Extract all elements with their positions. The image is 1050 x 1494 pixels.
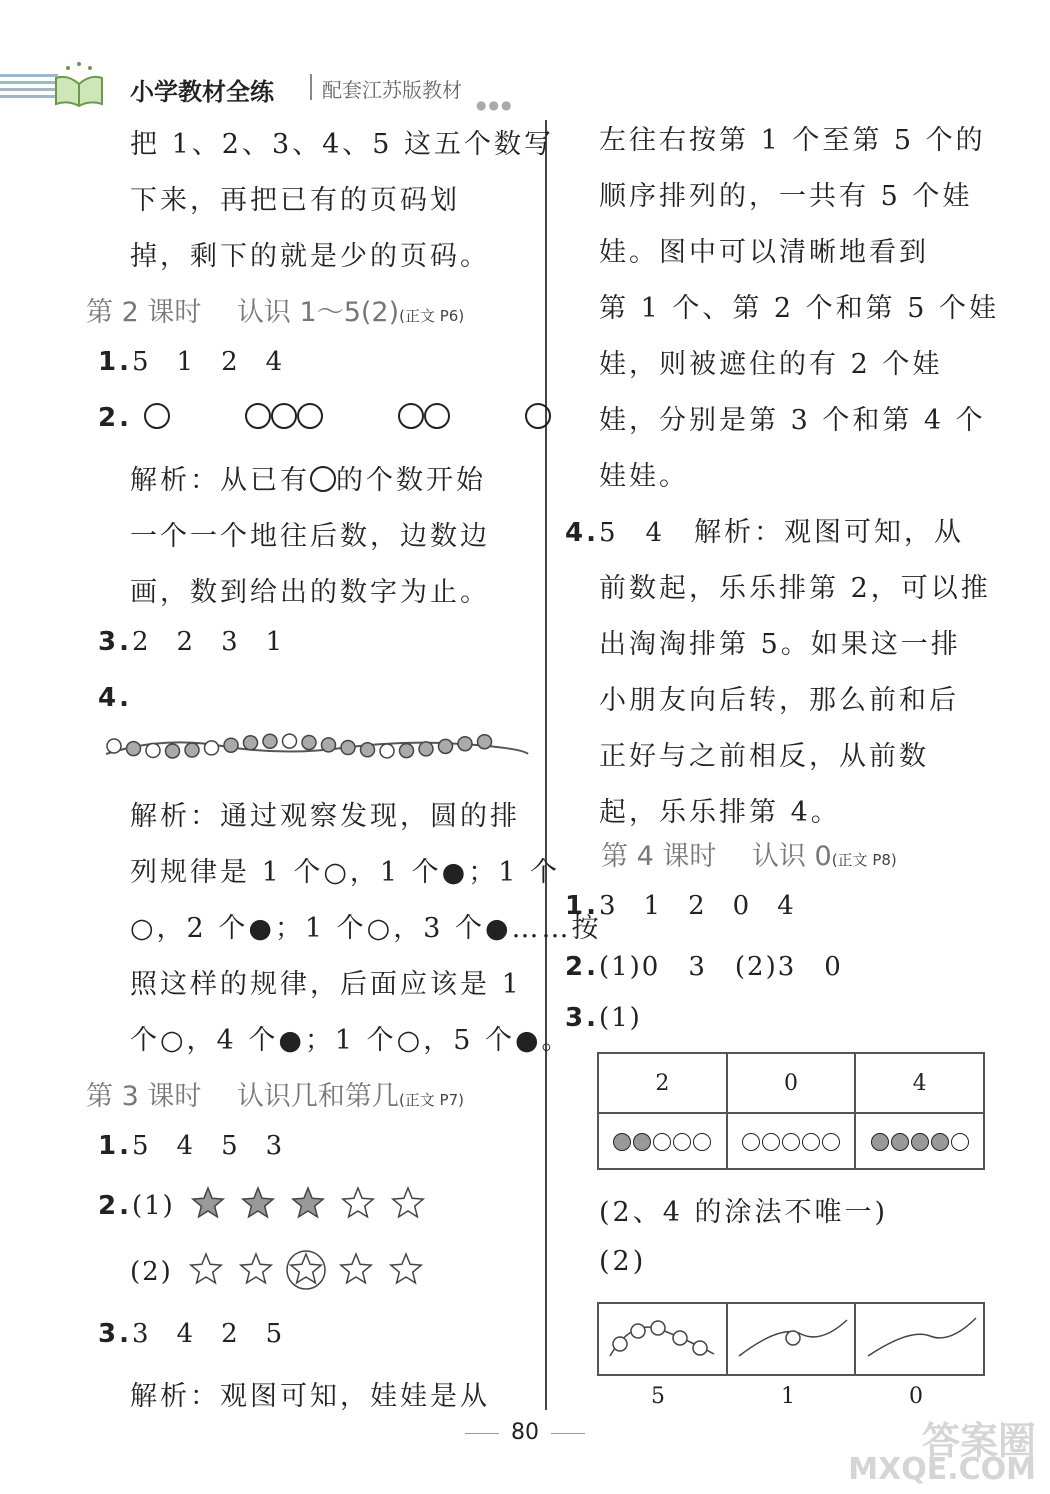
answer: 5 xyxy=(131,347,151,377)
answer: 2 xyxy=(176,627,196,657)
open-bead xyxy=(283,734,297,748)
coloring-table xyxy=(597,1052,985,1170)
l2-q4-analysis-2: 列规律是 1 个○，1 个●；1 个 xyxy=(130,857,560,888)
filled-bead xyxy=(302,735,316,749)
column-divider xyxy=(545,120,547,1410)
answer: 0 xyxy=(732,891,752,921)
l2-q4-analysis-4: 照这样的规律，后面应该是 1 xyxy=(130,969,522,1000)
answer: 3 xyxy=(131,1319,151,1349)
table-cell xyxy=(855,1113,984,1169)
filled-bead xyxy=(185,743,199,757)
question-number: 2. xyxy=(98,1191,132,1221)
l2-question-1 xyxy=(98,346,284,377)
l2-question-2 xyxy=(98,402,551,433)
star-icon xyxy=(393,1188,423,1217)
part-label: (2) xyxy=(130,1257,173,1287)
answer: (1)0 3 (2)3 0 xyxy=(598,952,843,982)
table-cell xyxy=(727,1303,856,1375)
bead-string-figure xyxy=(102,724,532,768)
cont-line-4: 第 1 个、第 2 个和第 5 个娃 xyxy=(599,293,1000,324)
lesson-3-topic: 认识几和第几 xyxy=(236,1081,399,1112)
filled-star-icon xyxy=(243,1188,273,1217)
star-icon xyxy=(343,1188,373,1217)
header-dots: ●●● xyxy=(476,98,514,112)
l2-q4-analysis-5: 个○，4 个●；1 个○，5 个●。 xyxy=(130,1025,572,1056)
lesson-4-ref: (正文 P8) xyxy=(831,851,897,869)
watermark: 答案圈 xyxy=(921,1419,1036,1463)
question-number: 4. xyxy=(565,518,599,548)
filled-circle-icon xyxy=(613,1133,631,1151)
filled-bead xyxy=(400,744,414,758)
filled-bead xyxy=(224,738,238,752)
table-header: 0 xyxy=(727,1053,856,1113)
answer: 1 xyxy=(643,891,663,921)
cont-line-7: 娃娃。 xyxy=(599,461,689,492)
table-cell xyxy=(855,1303,984,1375)
lesson-2-topic: 认识 1～5(2) xyxy=(236,297,400,328)
filled-circle-icon xyxy=(871,1133,889,1151)
answer: 4 xyxy=(176,1131,196,1161)
answer: 2 xyxy=(221,1319,240,1349)
beads-one-figure xyxy=(731,1304,851,1368)
filled-bead xyxy=(458,737,472,751)
question-number: 1. xyxy=(98,347,132,377)
question-number: 3. xyxy=(565,1003,599,1033)
page-number-text: 80 xyxy=(511,1420,539,1445)
l4-question-1 xyxy=(565,890,796,921)
part-2-label: (2) xyxy=(599,1246,647,1277)
table-header: 4 xyxy=(855,1053,984,1113)
lesson-4-topic: 认识 0 xyxy=(751,841,832,872)
l4-question-3 xyxy=(565,1002,642,1033)
brand-separator xyxy=(310,74,312,100)
filled-bead xyxy=(127,742,141,756)
circle-icon xyxy=(782,1133,800,1151)
circle-icon xyxy=(951,1133,969,1151)
question-number: 2. xyxy=(98,403,132,433)
circle-icon xyxy=(673,1133,691,1151)
l2-q2-analysis-2: 一个一个地往后数，边数边 xyxy=(130,521,490,552)
table-label: 0 xyxy=(909,1384,926,1409)
star-icon xyxy=(191,1254,221,1283)
analysis-text: 解析：观图可知，从 xyxy=(694,517,965,548)
answer: 4 xyxy=(777,891,796,921)
l3-question-3 xyxy=(98,1318,284,1349)
filled-bead xyxy=(244,736,258,750)
cont-line-3: 娃。图中可以清晰地看到 xyxy=(599,237,929,268)
lesson-3-label: 第 3 课时 xyxy=(86,1081,202,1112)
filled-bead xyxy=(419,742,433,756)
answer: 2 xyxy=(688,891,707,921)
cont-line-2: 顺序排列的，一共有 5 个娃 xyxy=(599,181,973,212)
l2-q4-analysis-3: ○，2 个●；1 个○，3 个●……按 xyxy=(130,913,602,944)
page-number xyxy=(0,1420,1050,1445)
bead-string-table xyxy=(597,1302,985,1376)
circle-icon xyxy=(653,1133,671,1151)
filled-circle-icon xyxy=(911,1133,929,1151)
circle-icon xyxy=(525,403,551,429)
circle-icon xyxy=(271,403,297,429)
answer: 3 xyxy=(221,627,240,657)
filled-bead xyxy=(322,738,336,752)
question-number: 4. xyxy=(98,683,132,713)
star-icon xyxy=(241,1254,271,1283)
filled-bead xyxy=(478,735,492,749)
book-icon xyxy=(52,60,106,108)
question-number: 2. xyxy=(565,952,599,982)
filled-bead xyxy=(341,741,355,755)
question-number: 3. xyxy=(98,1319,132,1349)
filled-bead xyxy=(263,734,277,748)
circle-icon xyxy=(398,403,424,429)
circle-icon xyxy=(802,1133,820,1151)
coloring-note: (2、4 的涂法不唯一) xyxy=(599,1197,889,1228)
filled-circle-icon xyxy=(931,1133,949,1151)
filled-bead xyxy=(361,743,375,757)
table-cell xyxy=(598,1113,727,1169)
answer: 2 xyxy=(131,627,151,657)
lesson-2-label: 第 2 课时 xyxy=(86,297,202,328)
l2-question-4 xyxy=(98,682,132,713)
answer: 3 xyxy=(598,891,618,921)
l3-question-1 xyxy=(98,1130,284,1161)
l2-question-3 xyxy=(98,626,284,657)
cont-line-1: 左往右按第 1 个至第 5 个的 xyxy=(599,125,986,156)
table-header: 2 xyxy=(598,1053,727,1113)
star-icon xyxy=(291,1254,321,1283)
l3-question-2-part-2 xyxy=(130,1250,434,1290)
beads-five-figure xyxy=(602,1304,722,1368)
question-number: 1. xyxy=(98,1131,132,1161)
question-number: 1. xyxy=(565,891,599,921)
lesson-3-ref: (正文 P7) xyxy=(398,1091,464,1109)
q4-line-4: 正好与之前相反，从前数 xyxy=(599,741,929,772)
answer: 1 xyxy=(265,627,285,657)
answer: 4 xyxy=(176,1319,196,1349)
intro-line-3: 掉，剩下的就是少的页码。 xyxy=(130,241,490,272)
open-bead xyxy=(205,741,219,755)
stars-row-2 xyxy=(184,1250,434,1290)
open-bead xyxy=(380,744,394,758)
filled-circle-icon xyxy=(891,1133,909,1151)
filled-bead xyxy=(166,744,180,758)
circle-icon xyxy=(424,403,450,429)
circle-icon xyxy=(762,1133,780,1151)
l3-question-2 xyxy=(98,1186,436,1222)
filled-circle-icon xyxy=(633,1133,651,1151)
table-label: 5 xyxy=(651,1384,668,1409)
circle-icon xyxy=(742,1133,760,1151)
answer: 5 xyxy=(221,1131,240,1161)
table-cell xyxy=(727,1113,856,1169)
analysis-text: 解析：从已有 xyxy=(130,465,310,496)
circle-icon xyxy=(822,1133,840,1151)
circle-icon xyxy=(297,403,323,429)
cont-line-5: 娃，则被遮住的有 2 个娃 xyxy=(599,349,943,380)
question-number: 3. xyxy=(98,627,132,657)
answer: 5 4 xyxy=(598,518,665,548)
cont-line-6: 娃，分别是第 3 个和第 4 个 xyxy=(599,405,986,436)
answer: 5 xyxy=(265,1319,285,1349)
answer: 5 xyxy=(131,1131,151,1161)
lesson-2-heading xyxy=(86,290,464,329)
answer: 2 xyxy=(221,347,240,377)
q4-line-2: 出淘淘排第 5。如果这一排 xyxy=(599,629,961,660)
l2-q2-analysis-1 xyxy=(130,458,486,497)
lesson-4-label: 第 4 课时 xyxy=(601,841,717,872)
filled-bead xyxy=(439,739,453,753)
circle-icon xyxy=(310,466,336,492)
l2-q2-analysis-3: 画，数到给出的数字为止。 xyxy=(130,577,490,608)
open-bead xyxy=(107,739,121,753)
star-icon xyxy=(391,1254,421,1283)
part-label: (1) xyxy=(131,1191,175,1221)
header-stripes xyxy=(0,74,58,102)
circle-icon xyxy=(245,403,271,429)
page-header xyxy=(0,56,520,112)
beads-zero-figure xyxy=(860,1304,980,1368)
answer: 4 xyxy=(265,347,285,377)
l2-q4-analysis-1: 解析：通过观察发现，圆的排 xyxy=(130,801,520,832)
answer: 3 xyxy=(265,1131,285,1161)
table-cell xyxy=(598,1303,727,1375)
q4-line-1: 前数起，乐乐排第 2，可以推 xyxy=(599,573,991,604)
stars-row-1 xyxy=(186,1186,436,1222)
l3-q3-analysis: 解析：观图可知，娃娃是从 xyxy=(130,1381,490,1412)
star-icon xyxy=(341,1254,371,1283)
watermark-url: MXQE.COM xyxy=(848,1452,1036,1487)
analysis-text: 的个数开始 xyxy=(336,465,486,496)
intro-line-1: 把 1、2、3、4、5 这五个数写 xyxy=(130,129,555,160)
q4-line-3: 小朋友向后转，那么前和后 xyxy=(599,685,959,716)
filled-star-icon xyxy=(293,1188,323,1217)
lesson-2-ref: (正文 P6) xyxy=(399,307,465,325)
open-bead xyxy=(146,743,160,757)
circle-icon xyxy=(693,1133,711,1151)
intro-line-2: 下来，再把已有的页码划 xyxy=(130,185,460,216)
answer: 1 xyxy=(176,347,196,377)
l4-question-2 xyxy=(565,946,843,983)
l3-question-4 xyxy=(565,510,964,549)
lesson-3-heading xyxy=(86,1074,464,1113)
circle-icon xyxy=(144,403,170,429)
filled-star-icon xyxy=(193,1188,223,1217)
part-label: (1) xyxy=(598,1003,642,1033)
brand-subtitle: 配套江苏版教材 xyxy=(322,78,462,102)
table-label: 1 xyxy=(781,1384,798,1409)
lesson-4-heading xyxy=(601,834,897,873)
q4-line-5: 起，乐乐排第 4。 xyxy=(599,797,841,828)
brand-title: 小学教材全练 xyxy=(130,78,274,106)
